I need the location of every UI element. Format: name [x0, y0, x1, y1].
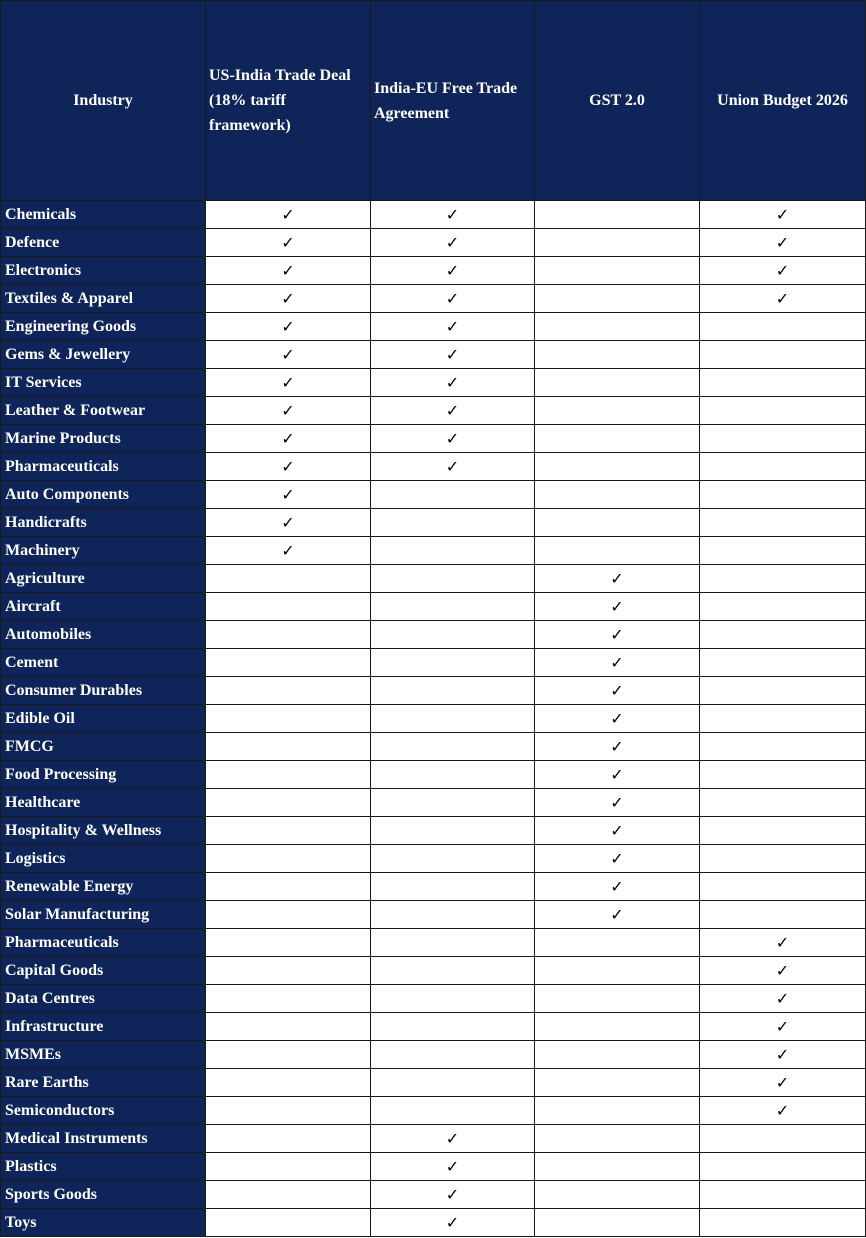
empty-cell-union-budget-2026	[700, 873, 866, 901]
empty-cell-india-eu-fta	[371, 1041, 535, 1069]
empty-cell-india-eu-fta	[371, 985, 535, 1013]
empty-cell-india-eu-fta	[371, 873, 535, 901]
empty-cell-union-budget-2026	[700, 705, 866, 733]
empty-cell-gst-2	[535, 397, 700, 425]
table-row	[1, 817, 866, 845]
header-union-budget-2026: Union Budget 2026	[700, 1, 866, 201]
check-mark-icon-union-budget-2026: ✓	[700, 929, 866, 957]
table-row	[1, 929, 866, 957]
industry-name: Gems & Jewellery	[1, 341, 206, 369]
empty-cell-gst-2	[535, 1097, 700, 1125]
table-row	[1, 789, 866, 817]
table-row	[1, 901, 866, 929]
empty-cell-india-eu-fta	[371, 901, 535, 929]
check-mark-icon-us-india-trade-deal: ✓	[206, 369, 371, 397]
industry-name: Auto Components	[1, 481, 206, 509]
industry-name: Rare Earths	[1, 1069, 206, 1097]
industry-name: IT Services	[1, 369, 206, 397]
check-mark-icon-union-budget-2026: ✓	[700, 229, 866, 257]
table-row	[1, 285, 866, 313]
table-row	[1, 257, 866, 285]
table-row	[1, 621, 866, 649]
empty-cell-union-budget-2026	[700, 789, 866, 817]
empty-cell-gst-2	[535, 1181, 700, 1209]
table-row	[1, 593, 866, 621]
industry-name: Pharmaceuticals	[1, 453, 206, 481]
check-mark-icon-india-eu-fta: ✓	[371, 425, 535, 453]
check-mark-icon-india-eu-fta: ✓	[371, 1125, 535, 1153]
check-mark-icon-us-india-trade-deal: ✓	[206, 397, 371, 425]
industry-name: Renewable Energy	[1, 873, 206, 901]
empty-cell-gst-2	[535, 1209, 700, 1237]
empty-cell-us-india-trade-deal	[206, 649, 371, 677]
empty-cell-gst-2	[535, 201, 700, 229]
table-row	[1, 1069, 866, 1097]
header-gst-2: GST 2.0	[535, 1, 700, 201]
empty-cell-us-india-trade-deal	[206, 789, 371, 817]
check-mark-icon-union-budget-2026: ✓	[700, 957, 866, 985]
empty-cell-union-budget-2026	[700, 565, 866, 593]
industry-name: Aircraft	[1, 593, 206, 621]
empty-cell-union-budget-2026	[700, 733, 866, 761]
check-mark-icon-union-budget-2026: ✓	[700, 985, 866, 1013]
empty-cell-us-india-trade-deal	[206, 1209, 371, 1237]
empty-cell-union-budget-2026	[700, 341, 866, 369]
table-row	[1, 1125, 866, 1153]
empty-cell-union-budget-2026	[700, 1181, 866, 1209]
industry-name: Chemicals	[1, 201, 206, 229]
industry-name: Consumer Durables	[1, 677, 206, 705]
empty-cell-union-budget-2026	[700, 1125, 866, 1153]
check-mark-icon-india-eu-fta: ✓	[371, 229, 535, 257]
empty-cell-india-eu-fta	[371, 1097, 535, 1125]
empty-cell-india-eu-fta	[371, 789, 535, 817]
empty-cell-us-india-trade-deal	[206, 1097, 371, 1125]
empty-cell-gst-2	[535, 1125, 700, 1153]
industry-name: Sports Goods	[1, 1181, 206, 1209]
table-row	[1, 873, 866, 901]
table-row	[1, 733, 866, 761]
table-row	[1, 509, 866, 537]
empty-cell-us-india-trade-deal	[206, 985, 371, 1013]
industry-name: Automobiles	[1, 621, 206, 649]
empty-cell-gst-2	[535, 369, 700, 397]
empty-cell-india-eu-fta	[371, 649, 535, 677]
empty-cell-india-eu-fta	[371, 845, 535, 873]
empty-cell-gst-2	[535, 957, 700, 985]
check-mark-icon-gst-2: ✓	[535, 901, 700, 929]
check-mark-icon-gst-2: ✓	[535, 705, 700, 733]
table-row	[1, 537, 866, 565]
empty-cell-us-india-trade-deal	[206, 565, 371, 593]
industry-name: Semiconductors	[1, 1097, 206, 1125]
table-row	[1, 313, 866, 341]
industry-name: Marine Products	[1, 425, 206, 453]
empty-cell-gst-2	[535, 257, 700, 285]
industry-name: Edible Oil	[1, 705, 206, 733]
empty-cell-union-budget-2026	[700, 425, 866, 453]
check-mark-icon-us-india-trade-deal: ✓	[206, 341, 371, 369]
empty-cell-us-india-trade-deal	[206, 621, 371, 649]
industry-name: Agriculture	[1, 565, 206, 593]
check-mark-icon-us-india-trade-deal: ✓	[206, 509, 371, 537]
empty-cell-india-eu-fta	[371, 1069, 535, 1097]
empty-cell-gst-2	[535, 1041, 700, 1069]
empty-cell-us-india-trade-deal	[206, 845, 371, 873]
empty-cell-gst-2	[535, 313, 700, 341]
table-row	[1, 985, 866, 1013]
table-row	[1, 397, 866, 425]
check-mark-icon-gst-2: ✓	[535, 649, 700, 677]
empty-cell-india-eu-fta	[371, 705, 535, 733]
check-mark-icon-us-india-trade-deal: ✓	[206, 537, 371, 565]
industry-name: Plastics	[1, 1153, 206, 1181]
table-row	[1, 1153, 866, 1181]
empty-cell-us-india-trade-deal	[206, 1153, 371, 1181]
empty-cell-union-budget-2026	[700, 845, 866, 873]
check-mark-icon-union-budget-2026: ✓	[700, 1013, 866, 1041]
table-row	[1, 957, 866, 985]
empty-cell-gst-2	[535, 341, 700, 369]
empty-cell-gst-2	[535, 1069, 700, 1097]
industry-name: Toys	[1, 1209, 206, 1237]
check-mark-icon-us-india-trade-deal: ✓	[206, 481, 371, 509]
check-mark-icon-india-eu-fta: ✓	[371, 369, 535, 397]
empty-cell-us-india-trade-deal	[206, 1041, 371, 1069]
check-mark-icon-gst-2: ✓	[535, 873, 700, 901]
empty-cell-union-budget-2026	[700, 397, 866, 425]
check-mark-icon-gst-2: ✓	[535, 845, 700, 873]
table-row	[1, 649, 866, 677]
check-mark-icon-india-eu-fta: ✓	[371, 341, 535, 369]
industry-name: Capital Goods	[1, 957, 206, 985]
table-row	[1, 1013, 866, 1041]
check-mark-icon-us-india-trade-deal: ✓	[206, 313, 371, 341]
empty-cell-gst-2	[535, 425, 700, 453]
industry-name: Hospitality & Wellness	[1, 817, 206, 845]
check-mark-icon-india-eu-fta: ✓	[371, 201, 535, 229]
table-body	[1, 201, 866, 1237]
check-mark-icon-gst-2: ✓	[535, 761, 700, 789]
header-us-india-trade-deal: US-India Trade Deal (18% tariff framework)	[206, 1, 371, 201]
table-row	[1, 1041, 866, 1069]
empty-cell-india-eu-fta	[371, 537, 535, 565]
header-row	[1, 1, 866, 201]
check-mark-icon-gst-2: ✓	[535, 789, 700, 817]
empty-cell-us-india-trade-deal	[206, 593, 371, 621]
table-row	[1, 341, 866, 369]
check-mark-icon-gst-2: ✓	[535, 817, 700, 845]
industry-name: Infrastructure	[1, 1013, 206, 1041]
empty-cell-gst-2	[535, 285, 700, 313]
check-mark-icon-union-budget-2026: ✓	[700, 1041, 866, 1069]
table-row	[1, 1181, 866, 1209]
empty-cell-union-budget-2026	[700, 593, 866, 621]
empty-cell-india-eu-fta	[371, 817, 535, 845]
table-row	[1, 453, 866, 481]
industry-name: Solar Manufacturing	[1, 901, 206, 929]
empty-cell-gst-2	[535, 929, 700, 957]
empty-cell-india-eu-fta	[371, 481, 535, 509]
industry-name: MSMEs	[1, 1041, 206, 1069]
empty-cell-india-eu-fta	[371, 621, 535, 649]
empty-cell-india-eu-fta	[371, 929, 535, 957]
empty-cell-union-budget-2026	[700, 649, 866, 677]
table-row	[1, 565, 866, 593]
check-mark-icon-gst-2: ✓	[535, 565, 700, 593]
table-row	[1, 369, 866, 397]
check-mark-icon-india-eu-fta: ✓	[371, 313, 535, 341]
table-row	[1, 677, 866, 705]
table-row	[1, 481, 866, 509]
check-mark-icon-india-eu-fta: ✓	[371, 257, 535, 285]
check-mark-icon-gst-2: ✓	[535, 677, 700, 705]
table-row	[1, 845, 866, 873]
industry-name: Healthcare	[1, 789, 206, 817]
industry-name: Engineering Goods	[1, 313, 206, 341]
check-mark-icon-gst-2: ✓	[535, 733, 700, 761]
empty-cell-india-eu-fta	[371, 1013, 535, 1041]
header-industry: Industry	[1, 1, 206, 201]
empty-cell-india-eu-fta	[371, 509, 535, 537]
check-mark-icon-us-india-trade-deal: ✓	[206, 229, 371, 257]
check-mark-icon-india-eu-fta: ✓	[371, 285, 535, 313]
empty-cell-union-budget-2026	[700, 1209, 866, 1237]
header-india-eu-fta: India-EU Free Trade Agreement	[371, 1, 535, 201]
empty-cell-india-eu-fta	[371, 761, 535, 789]
empty-cell-union-budget-2026	[700, 817, 866, 845]
empty-cell-us-india-trade-deal	[206, 677, 371, 705]
table-row	[1, 201, 866, 229]
industry-name: Cement	[1, 649, 206, 677]
industry-name: FMCG	[1, 733, 206, 761]
empty-cell-gst-2	[535, 985, 700, 1013]
empty-cell-india-eu-fta	[371, 565, 535, 593]
check-mark-icon-us-india-trade-deal: ✓	[206, 257, 371, 285]
industry-name: Textiles & Apparel	[1, 285, 206, 313]
empty-cell-india-eu-fta	[371, 593, 535, 621]
empty-cell-us-india-trade-deal	[206, 929, 371, 957]
table-row	[1, 761, 866, 789]
check-mark-icon-union-budget-2026: ✓	[700, 1097, 866, 1125]
industry-name: Machinery	[1, 537, 206, 565]
check-mark-icon-us-india-trade-deal: ✓	[206, 425, 371, 453]
industry-name: Leather & Footwear	[1, 397, 206, 425]
empty-cell-us-india-trade-deal	[206, 1181, 371, 1209]
industry-name: Pharmaceuticals	[1, 929, 206, 957]
empty-cell-us-india-trade-deal	[206, 705, 371, 733]
table-row	[1, 1097, 866, 1125]
empty-cell-india-eu-fta	[371, 733, 535, 761]
table-row	[1, 705, 866, 733]
empty-cell-us-india-trade-deal	[206, 1069, 371, 1097]
empty-cell-union-budget-2026	[700, 761, 866, 789]
check-mark-icon-india-eu-fta: ✓	[371, 1209, 535, 1237]
empty-cell-union-budget-2026	[700, 369, 866, 397]
empty-cell-us-india-trade-deal	[206, 873, 371, 901]
empty-cell-gst-2	[535, 1013, 700, 1041]
empty-cell-gst-2	[535, 1153, 700, 1181]
empty-cell-us-india-trade-deal	[206, 901, 371, 929]
check-mark-icon-india-eu-fta: ✓	[371, 453, 535, 481]
industry-name: Logistics	[1, 845, 206, 873]
empty-cell-us-india-trade-deal	[206, 733, 371, 761]
table-row	[1, 425, 866, 453]
empty-cell-india-eu-fta	[371, 677, 535, 705]
check-mark-icon-union-budget-2026: ✓	[700, 257, 866, 285]
empty-cell-india-eu-fta	[371, 957, 535, 985]
empty-cell-us-india-trade-deal	[206, 1013, 371, 1041]
empty-cell-union-budget-2026	[700, 1153, 866, 1181]
empty-cell-gst-2	[535, 537, 700, 565]
table-row	[1, 229, 866, 257]
empty-cell-union-budget-2026	[700, 621, 866, 649]
empty-cell-union-budget-2026	[700, 537, 866, 565]
empty-cell-us-india-trade-deal	[206, 817, 371, 845]
industry-name: Food Processing	[1, 761, 206, 789]
check-mark-icon-us-india-trade-deal: ✓	[206, 285, 371, 313]
empty-cell-gst-2	[535, 481, 700, 509]
industry-name: Defence	[1, 229, 206, 257]
empty-cell-union-budget-2026	[700, 453, 866, 481]
empty-cell-gst-2	[535, 453, 700, 481]
empty-cell-union-budget-2026	[700, 509, 866, 537]
table-row	[1, 1209, 866, 1237]
check-mark-icon-india-eu-fta: ✓	[371, 1181, 535, 1209]
check-mark-icon-india-eu-fta: ✓	[371, 1153, 535, 1181]
check-mark-icon-india-eu-fta: ✓	[371, 397, 535, 425]
check-mark-icon-us-india-trade-deal: ✓	[206, 453, 371, 481]
check-mark-icon-union-budget-2026: ✓	[700, 285, 866, 313]
industry-name: Handicrafts	[1, 509, 206, 537]
industry-name: Data Centres	[1, 985, 206, 1013]
empty-cell-union-budget-2026	[700, 481, 866, 509]
empty-cell-us-india-trade-deal	[206, 957, 371, 985]
empty-cell-gst-2	[535, 509, 700, 537]
empty-cell-union-budget-2026	[700, 901, 866, 929]
check-mark-icon-us-india-trade-deal: ✓	[206, 201, 371, 229]
check-mark-icon-gst-2: ✓	[535, 593, 700, 621]
check-mark-icon-gst-2: ✓	[535, 621, 700, 649]
empty-cell-union-budget-2026	[700, 313, 866, 341]
empty-cell-us-india-trade-deal	[206, 761, 371, 789]
empty-cell-us-india-trade-deal	[206, 1125, 371, 1153]
empty-cell-union-budget-2026	[700, 677, 866, 705]
check-mark-icon-union-budget-2026: ✓	[700, 1069, 866, 1097]
check-mark-icon-union-budget-2026: ✓	[700, 201, 866, 229]
industry-name: Electronics	[1, 257, 206, 285]
empty-cell-gst-2	[535, 229, 700, 257]
industry-name: Medical Instruments	[1, 1125, 206, 1153]
